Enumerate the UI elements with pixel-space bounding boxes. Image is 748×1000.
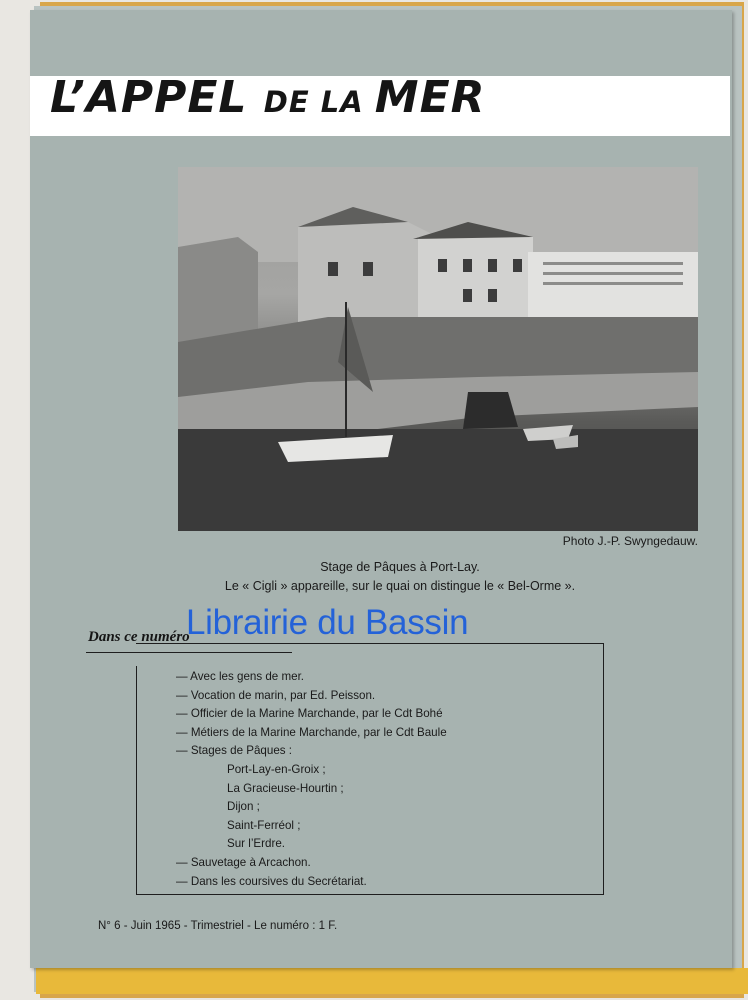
title-word-appel: L’APPEL bbox=[50, 72, 264, 123]
contents-subitem-dijon: Dijon ; bbox=[227, 800, 260, 814]
contents-subitem-la-gracieuse: La Gracieuse-Hourtin ; bbox=[227, 781, 344, 795]
title-word-mer: MER bbox=[374, 72, 486, 123]
contents-list bbox=[176, 668, 596, 891]
harbor-photo-illustration bbox=[178, 167, 698, 531]
contents-item-stages-de-paques: — Stages de Pâques : bbox=[176, 744, 293, 758]
magazine-title bbox=[50, 70, 690, 126]
contents-subitem-port-lay: Port-Lay-en-Groix ; bbox=[227, 762, 326, 776]
caption-line-1: Stage de Pâques à Port-Lay. bbox=[320, 560, 480, 574]
cover-photo bbox=[178, 167, 698, 531]
caption-line-2: Le « Cigli » appareille, sur le quai on distingue le « Bel-Orme ». bbox=[224, 579, 576, 593]
photo-credit: Photo J.-P. Swyngedauw. bbox=[562, 534, 698, 548]
contents-item-officier: — Officier de la Marine Marchande, par le Cdt Bohé bbox=[176, 707, 443, 721]
contents-item-coursives: — Dans les coursives du Secrétariat. bbox=[176, 874, 367, 888]
contents-item-sauvetage: — Sauvetage à Arcachon. bbox=[176, 855, 311, 869]
contents-item-gens-de-mer: — Avec les gens de mer. bbox=[176, 670, 305, 683]
issue-footer: N° 6 - Juin 1965 - Trimestriel - Le numéro : 1 F. bbox=[98, 920, 338, 932]
title-word-de-la: DE LA bbox=[263, 85, 375, 119]
contents-item-metiers: — Métiers de la Marine Marchande, par le Cdt Baule bbox=[176, 725, 447, 739]
bookseller-watermark: Librairie du Bassin bbox=[186, 603, 469, 642]
contents-heading: Dans ce numéro bbox=[88, 629, 190, 645]
photo-caption bbox=[150, 558, 650, 596]
contents-subitem-saint-ferreol: Saint-Ferréol ; bbox=[227, 818, 301, 832]
contents-item-vocation-de-marin: — Vocation de marin, par Ed. Peisson. bbox=[176, 688, 376, 702]
contents-subitem-erdre: Sur l’Erdre. bbox=[227, 837, 285, 851]
back-page-bottom-edge bbox=[36, 968, 748, 994]
